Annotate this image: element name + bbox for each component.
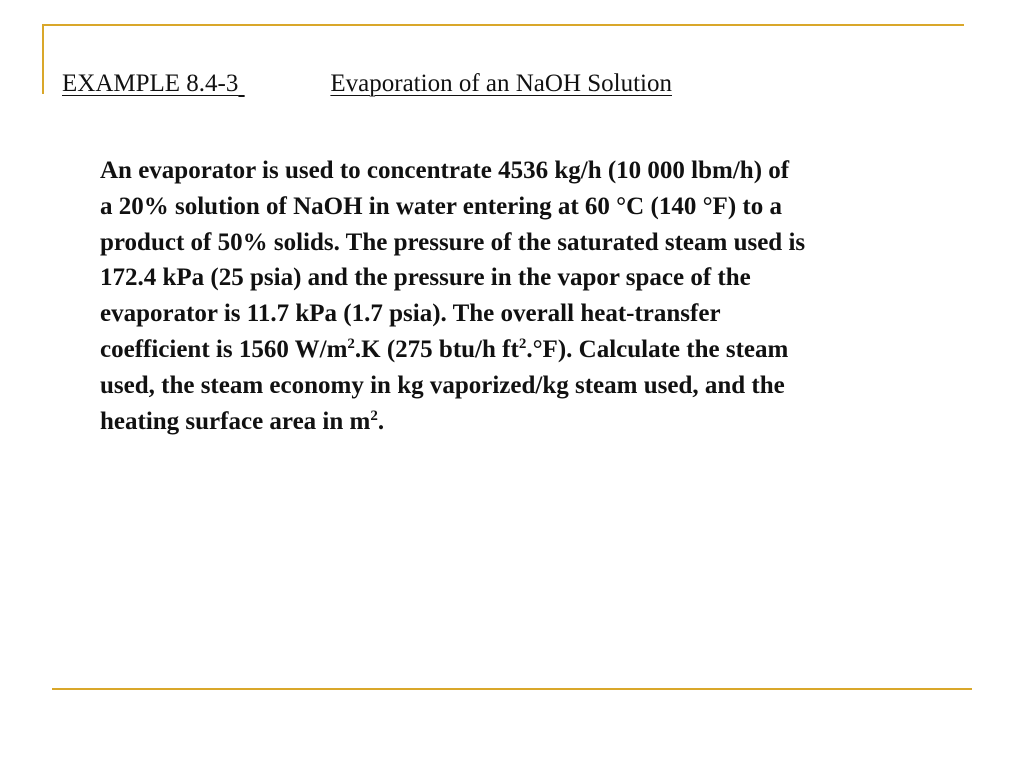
line6-part-c: .°F). Calculate the steam [526, 335, 789, 363]
example-heading [62, 68, 672, 100]
line6-part-b: .K (275 btu/h ft [354, 335, 519, 363]
problem-line: An evaporator is used to concentrate 4536 kg/h (10 000 lbm/h) of [100, 157, 790, 184]
problem-line: evaporator is 11.7 kPa (1.7 psia). The overall heat-transfer [100, 300, 721, 328]
frame-bottom-line [52, 688, 972, 690]
line8-part-a: heating surface area in m [100, 407, 371, 435]
superscript-2: 2 [370, 407, 378, 424]
line6-part-a: coefficient is 1560 W/m [100, 335, 348, 363]
problem-line-heat-coefficient [100, 332, 970, 368]
problem-line: a 20% solution of NaOH in water entering at 60 °C (140 °F) to a [100, 192, 782, 220]
line8-part-b: . [377, 407, 385, 435]
problem-statement [100, 153, 970, 439]
example-title: Evaporation of an NaOH Solution [330, 70, 672, 97]
superscript-2: 2 [518, 335, 527, 352]
frame-top-line [42, 24, 964, 26]
problem-line-area [100, 404, 970, 440]
frame-left-line [42, 24, 44, 94]
superscript-2: 2 [347, 335, 355, 352]
example-number: EXAMPLE 8.4-3 [62, 70, 239, 97]
heading-gap [238, 68, 330, 100]
problem-line: used, the steam economy in kg vaporized/kg steam used, and the [100, 371, 785, 399]
problem-line: product of 50% solids. The pressure of the saturated steam used is [100, 228, 806, 256]
problem-line: 172.4 kPa (25 psia) and the pressure in the vapor space of the [100, 264, 751, 292]
